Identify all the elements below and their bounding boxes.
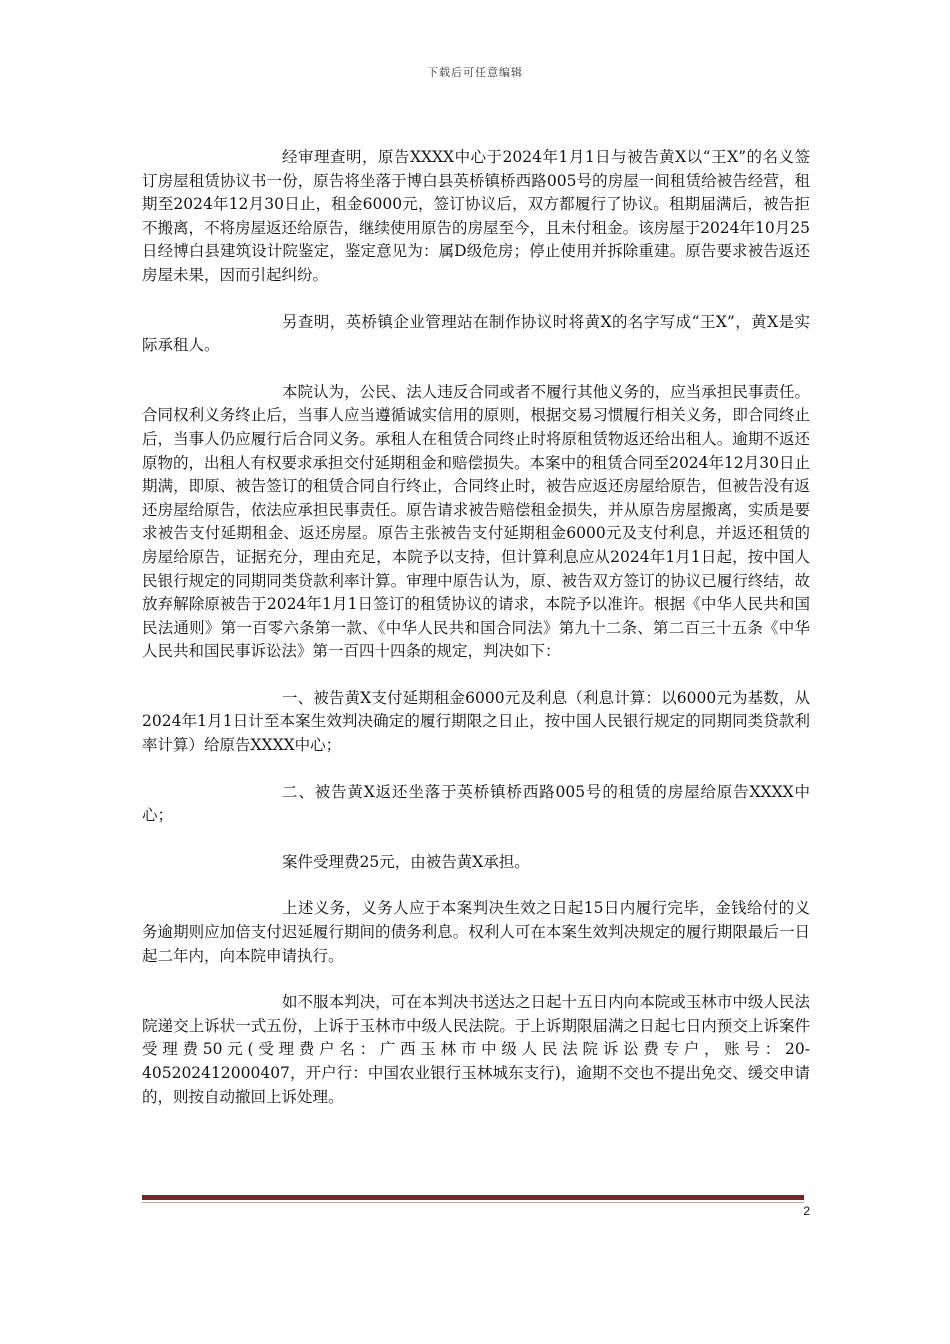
page-header: 下载后可任意编辑 (427, 66, 523, 79)
paragraph-facts: 经审理查明，原告XXXX中心于2024年1月1日与被告黄X以“王X”的名义签订房屋租赁协议书一份，原告将坐落于博白县英桥镇桥西路005号的房屋一间租赁给被告经营，租期至2024年12月30日止，租金6000元，签订协议后，双方都履行了协议。租期届满后，被告拒不搬离，不将房屋返还给原告，继续使用原告的房屋至今，且未付租金。该房屋于2024年10月25日经博白县建筑设计院鉴定，鉴定意见为：属D级危房；停止使用并拆除重建。原告要求被告返还房屋未果，因而引起纠纷。 (142, 148, 810, 284)
paragraph-judgment-item-1: 一、被告黄X支付延期租金6000元及利息（利息计算：以6000元为基数，从2024年1月1日计至本案生效判决确定的履行期限之日止，按中国人民银行规定的同期同类贷款利率计算）给原告XXXX中心； (142, 688, 810, 755)
document-body (142, 146, 810, 1132)
footer-rule-thin (142, 1202, 804, 1203)
page-number: 2 (803, 1204, 810, 1218)
footer-rule (142, 1195, 804, 1200)
paragraph-further-facts: 另查明，英桥镇企业管理站在制作协议时将黄X的名字写成“王X”，黄X是实际承租人。 (142, 312, 810, 355)
paragraph-appeal: 如不服本判决，可在本判决书送达之日起十五日内向本院或玉林市中级人民法院递交上诉状一式五份，上诉于玉林市中级人民法院。于上诉期限届满之日起七日内预交上诉案件受理费50元(受理费户名：广西玉林市中级人民法院诉讼费专户，账号：20-405202412000407，开户行：中国农业银行玉林城东支行)，逾期不交也不提出免交、缓交申请的，则按自动撤回上诉处理。 (142, 993, 810, 1106)
paragraph-judgment-item-2: 二、被告黄X返还坐落于英桥镇桥西路005号的租赁的房屋给原告XXXX中心； (142, 782, 810, 825)
paragraph-obligation: 上述义务，义务人应于本案判决生效之日起15日内履行完毕，金钱给付的义务逾期则应加倍支付迟延履行期间的债务利息。权利人可在本案生效判决规定的履行期限最后一日起二年内，向本院申请执行。 (142, 899, 810, 965)
paragraph-court-opinion: 本院认为，公民、法人违反合同或者不履行其他义务的，应当承担民事责任。合同权利义务终止后，当事人应当遵循诚实信用的原则，根据交易习惯履行相关义务，即合同终止后，当事人仍应履行后合同义务。承租人在租赁合同终止时将原租赁物返还给出租人。逾期不返还原物的，出租人有权要求承担交付延期租金和赔偿损失。本案中的租赁合同至2024年12月30日止期满，即原、被告签订的租赁合同自行终止，合同终止时，被告应返还房屋给原告，但被告没有返还房屋给原告，依法应承担民事责任。原告请求被告赔偿租金损失，并从原告房屋搬离，实质是要求被告支付延期租金、返还房屋。原告主张被告支付延期租金6000元及支付利息，并返还租赁的房屋给原告，证据充分，理由充足，本院予以支持，但计算利息应从2024年1月1日起，按中国人民银行规定的同期同类贷款利率计算。审理中原告认为，原、被告双方签订的协议已履行终结，故放弃解除原被告于2024年1月1日签订的租赁协议的请求，本院予以准许。根据《中华人民共和国民法通则》第一百零六条第一款、《中华人民共和国合同法》第九十二条、第二百三十五条《中华人民共和国民事诉讼法》第一百四十四条的规定，判决如下： (142, 382, 810, 661)
paragraph-case-fee: 案件受理费25元，由被告黄X承担。 (282, 852, 530, 871)
